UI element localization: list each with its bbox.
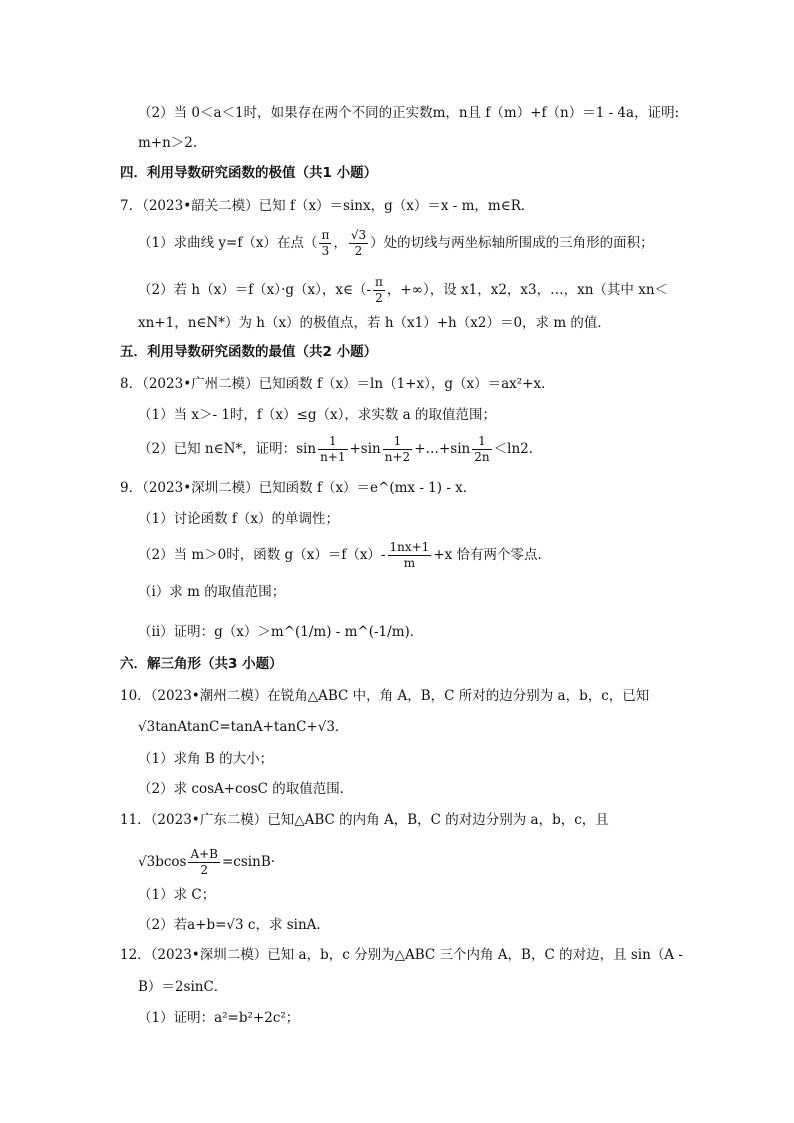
fraction-denominator: n+2	[384, 450, 411, 464]
q7-part1-text-pre: （1）求曲线 y=f（x）在点（	[138, 235, 318, 251]
comma: ，	[333, 235, 347, 251]
q8-part2	[138, 434, 542, 465]
q8-part1: （1）当 x＞- 1时，f（x）≤g（x），求实数 a 的取值范围；	[138, 407, 496, 423]
q11-part2: （2）若a+b=√3 c，求 sinA．	[138, 917, 330, 933]
ellipsis-sin: +…+sin	[414, 441, 471, 457]
q12-stem: 12．（2023•深圳二模）已知 a，b，c 分别为△ABC 三个内角 A，B，C 的对边，且 sin（A -	[120, 947, 683, 963]
q7-part1	[138, 228, 654, 259]
fraction-numerator: 1	[472, 434, 491, 450]
fraction-denominator: 2n	[474, 450, 490, 464]
q10-formula: √3tanAtanC=tanA+tanC+√3．	[138, 719, 349, 735]
q6-part2-line2: m+n＞2.	[138, 135, 198, 151]
q12-part1: （1）证明：a²=b²+2c²；	[138, 1010, 300, 1026]
q7-part1-text-post: ）处的切线与两坐标轴所围成的三角形的面积；	[370, 235, 654, 251]
section-5-heading: 五．利用导数研究函数的最值（共2 小题）	[120, 344, 378, 360]
fraction-numerator: 1nx+1	[389, 540, 430, 554]
q7-part2	[138, 275, 668, 306]
fraction-numerator: 1	[383, 434, 412, 450]
q10-stem: 10．（2023•潮州二模）在锐角△ABC 中，角 A，B，C 所对的边分别为 a，b，c，已知	[120, 688, 650, 704]
fraction-denominator: 2	[200, 863, 209, 877]
fraction	[319, 228, 331, 259]
q11-part1: （1）求 C；	[138, 887, 216, 903]
q11-formula	[138, 847, 275, 878]
fraction-numerator: 1	[318, 434, 347, 450]
section-4-heading: 四．利用导数研究函数的极值（共1 小题）	[120, 165, 378, 181]
fraction	[388, 540, 432, 571]
fraction	[188, 847, 220, 878]
q8-part2-text-post: ＜ln2．	[493, 441, 543, 457]
q11-formula-post: =csinB·	[222, 854, 276, 870]
fraction-numerator: A+B	[190, 847, 218, 861]
q10-part2: （2）求 cosA+cosC 的取值范围．	[138, 781, 354, 797]
fraction	[472, 434, 491, 465]
fraction-numerator: π	[375, 275, 383, 289]
q11-formula-pre: √3bcos	[138, 854, 187, 870]
fraction-numerator: π	[321, 228, 330, 242]
q9-stem: 9．（2023•深圳二模）已知函数 f（x）＝e^(mx - 1) - x．	[120, 480, 477, 496]
q9-part2-text-pre: （2）当 m＞0时，函数 g（x）＝f（x）-	[138, 547, 386, 563]
q10-part1: （1）求角 B 的大小；	[138, 751, 274, 767]
q7-part2-text-post: ，+∞），设 x1，x2，x3，…，xn（其中 xn＜	[386, 282, 669, 298]
fraction-denominator: 2	[354, 244, 363, 258]
q9-part2-i: （i）求 m 的取值范围；	[138, 584, 286, 600]
q7-part2-text-pre: （2）若 h（x）＝f（x）·g（x），x∈（-	[138, 282, 372, 298]
q7-stem: 7．（2023•韶关二模）已知 f（x）＝sinx，g（x）＝x - m，m∈R．	[120, 198, 535, 214]
q9-part2-ii: （ii）证明：g（x）＞m^(1/m) - m^(-1/m)．	[138, 624, 424, 640]
section-6-heading: 六．解三角形（共3 小题）	[120, 656, 283, 672]
fraction-denominator: 3	[321, 244, 330, 258]
fraction	[383, 434, 412, 465]
q7-part2-cont: xn+1，n∈N*）为 h（x）的极值点，若 h（x1）+h（x2）＝0，求 m 的值．	[138, 315, 611, 331]
q9-part1: （1）讨论函数 f（x）的单调性；	[138, 511, 339, 527]
q9-part2	[138, 540, 551, 571]
fraction-denominator: n+1	[320, 450, 346, 464]
q12-stem-cont: B）＝2sinC．	[138, 979, 228, 995]
plus-sin: +sin	[349, 441, 381, 457]
fraction-denominator: m	[403, 556, 416, 570]
fraction	[349, 228, 368, 259]
fraction-numerator: √3	[350, 228, 367, 242]
fraction-denominator: 2	[375, 291, 383, 305]
q8-part2-text-pre: （2）已知 n∈N*，证明：sin	[138, 441, 317, 457]
fraction	[373, 275, 385, 306]
q11-stem: 11．（2023•广东二模）已知△ABC 的内角 A，B，C 的对边分别为 a，b，c，且	[120, 812, 609, 828]
fraction	[318, 434, 347, 465]
q6-part2-line1: （2）当 0＜a＜1时，如果存在两个不同的正实数m，n且 f（m）+f（n）＝1 - 4a，证明:	[138, 105, 680, 121]
q8-stem: 8．（2023•广州二模）已知函数 f（x）＝ln（1+x），g（x）＝ax²+x．	[120, 376, 555, 392]
q9-part2-text-post: +x 恰有两个零点．	[433, 547, 552, 563]
